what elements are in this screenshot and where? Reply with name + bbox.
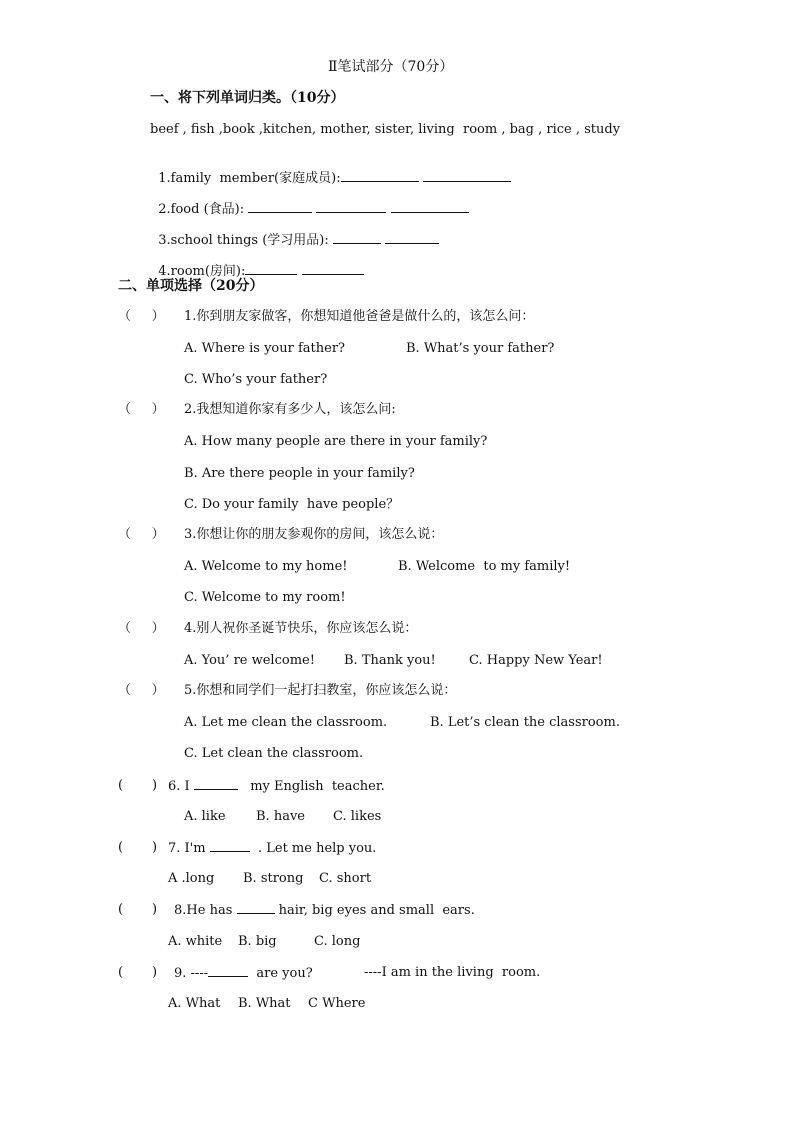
option-c: C. Welcome to my room! [184, 590, 346, 605]
option-c: C. short [319, 871, 372, 886]
question-stem: 2.我想知道你家有多少人，该怎么问: [184, 402, 396, 417]
answer-blank[interactable] [316, 201, 386, 213]
answer-blank[interactable] [194, 778, 238, 790]
answer-blank[interactable] [245, 263, 297, 275]
option-b: B. big [238, 934, 277, 949]
option-b: B. Welcome to my family! [398, 559, 571, 574]
answer-blank[interactable] [210, 840, 250, 852]
option-b: B. What [238, 996, 291, 1011]
option-b: B. Thank you! [344, 653, 436, 668]
question-reply: ----I am in the living room. [364, 965, 541, 980]
question-stem: 7. I'm . Let me help you. [168, 841, 377, 856]
option-c: C. Who’s your father? [184, 372, 328, 387]
category-family: 1.family member(家庭成员): [150, 154, 511, 187]
option-c: C Where [308, 996, 366, 1011]
option-a: A. You’ re welcome! [184, 653, 315, 668]
option-c: C. likes [333, 809, 382, 824]
answer-paren[interactable]: （ ） [118, 527, 165, 542]
answer-blank[interactable] [208, 965, 248, 977]
answer-paren[interactable]: ( ) [118, 965, 158, 980]
option-b: B. Are there people in your family? [184, 466, 415, 481]
option-a: A. Let me clean the classroom. [184, 715, 388, 730]
option-a: A. Where is your father? [184, 341, 346, 356]
option-a: A. like [184, 809, 226, 824]
section1-heading: 一、将下列单词归类。（10分） [150, 90, 345, 106]
option-b: B. have [256, 809, 305, 824]
question-stem: 1.你到朋友家做客，你想知道他爸爸是做什么的，该怎么问： [184, 309, 535, 324]
option-c: C. long [314, 934, 361, 949]
category-school-things: 3.school things (学习用品): [150, 216, 439, 249]
option-a: A. white [168, 934, 223, 949]
answer-blank[interactable] [423, 170, 511, 182]
word-list: beef , fish ,book ,kitchen, mother, sister, living room , bag , rice , study [150, 122, 621, 137]
question-stem: 5.你想和同学们一起打扫教室，你应该怎么说： [184, 683, 457, 698]
question-stem: 4.别人祝你圣诞节快乐，你应该怎么说： [184, 621, 418, 636]
answer-paren[interactable]: ( ) [118, 778, 158, 793]
category-room: 4.room(房间): [150, 247, 364, 280]
option-c: C. Let clean the classroom. [184, 746, 364, 761]
option-c: C. Do your family have people？ [184, 497, 400, 512]
answer-paren[interactable]: （ ） [118, 309, 165, 324]
answer-blank[interactable] [333, 232, 381, 244]
answer-blank[interactable] [248, 201, 312, 213]
section2-heading: 二、单项选择（20分） [118, 278, 264, 294]
answer-paren[interactable]: （ ） [118, 621, 165, 636]
answer-blank[interactable] [391, 201, 469, 213]
answer-blank[interactable] [385, 232, 439, 244]
answer-blank[interactable] [237, 902, 275, 914]
option-b: B. What’s your father? [406, 341, 555, 356]
option-a: A .long [168, 871, 215, 886]
question-stem: 9. ---- are you? [174, 966, 313, 981]
answer-paren[interactable]: ( ) [118, 902, 158, 917]
question-stem: 6. I my English teacher. [168, 779, 385, 794]
page-title: Ⅱ笔试部分（70分） [328, 59, 454, 75]
answer-paren[interactable]: （ ） [118, 402, 165, 417]
option-a: A. How many people are there in your family? [184, 434, 488, 449]
answer-blank[interactable] [341, 170, 419, 182]
option-c: C. Happy New Year! [469, 653, 603, 668]
option-a: A. What [168, 996, 221, 1011]
question-stem: 8.He has hair, big eyes and small ears. [174, 903, 475, 918]
category-food: 2.food (食品): [150, 185, 469, 218]
option-a: A. Welcome to my home! [184, 559, 348, 574]
answer-paren[interactable]: （ ） [118, 683, 165, 698]
option-b: B. strong [243, 871, 304, 886]
answer-blank[interactable] [302, 263, 364, 275]
answer-paren[interactable]: ( ) [118, 840, 158, 855]
question-stem: 3.你想让你的朋友参观你的房间，该怎么说： [184, 527, 444, 542]
option-b: B. Let’s clean the classroom. [430, 715, 620, 730]
